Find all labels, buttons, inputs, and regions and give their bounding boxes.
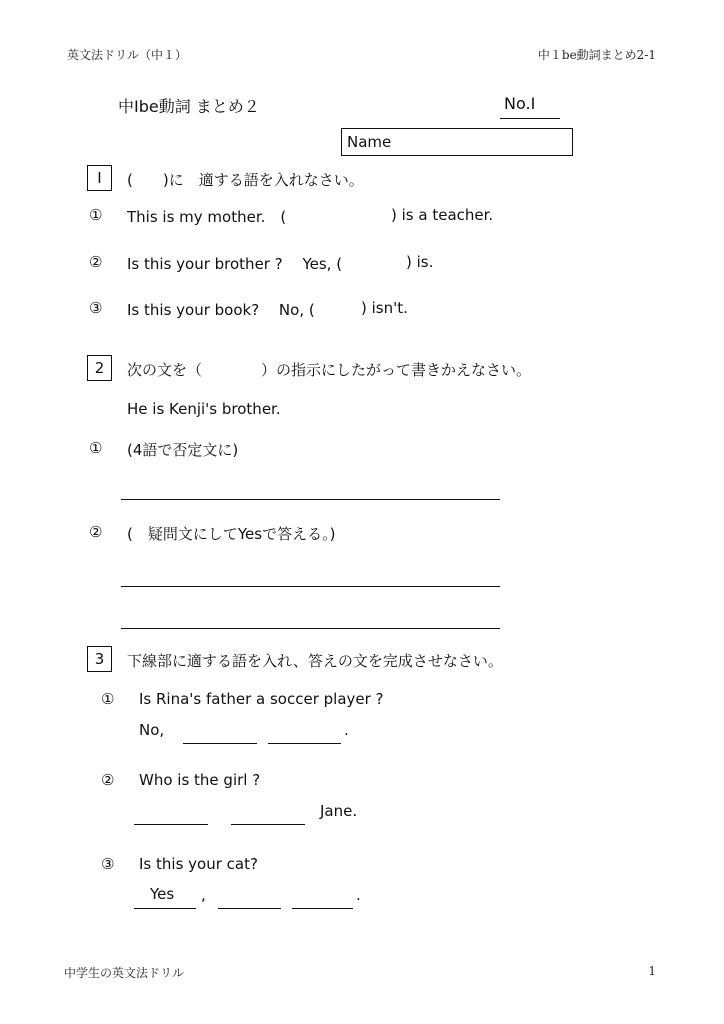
blank-3-1a[interactable] — [183, 743, 257, 744]
header-right: 中１be動詞まとめ2-1 — [537, 48, 656, 62]
s3-item-1-question: Is Rina's father a soccer player ? — [139, 690, 384, 708]
s3-item-3-end: . — [356, 886, 361, 904]
s3-item-3-filled-answer: Yes — [150, 885, 175, 903]
s1-item-2-text-a: Is this your brother ? Yes, ( — [127, 255, 343, 273]
s3-item-3-comma: , — [201, 886, 206, 904]
s3-item-2-mark: ② — [101, 771, 115, 789]
section-2-instruction-a: 次の文を（ — [127, 361, 203, 379]
s2-item-2-mark: ② — [89, 523, 103, 541]
section-3-instruction: 下線部に適する語を入れ、答えの文を完成させなさい。 — [127, 652, 503, 670]
number-underline — [500, 118, 560, 119]
blank-3-3a[interactable] — [134, 908, 196, 909]
s1-item-2-text-b: ) is. — [406, 253, 434, 271]
s1-item-2-mark: ② — [89, 253, 103, 271]
blank-3-3b[interactable] — [218, 908, 281, 909]
s1-item-1-mark: ① — [89, 206, 103, 224]
section-1-number: Ⅰ — [87, 165, 112, 191]
s3-item-1-prefix: No, — [139, 721, 165, 739]
blank-3-2a[interactable] — [134, 824, 208, 825]
answer-line-2-2b[interactable] — [121, 628, 500, 629]
s1-item-3-text-b: ) isn't. — [361, 299, 408, 317]
worksheet-number: No.Ⅰ — [504, 94, 536, 113]
s3-item-1-end: . — [344, 721, 349, 739]
s3-item-3-question: Is this your cat? — [139, 855, 258, 873]
worksheet-title: 中Ⅰbe動詞 まとめ２ — [118, 97, 260, 116]
s3-item-2-question: Who is the girl ? — [139, 771, 261, 789]
section-3-number: 3 — [87, 646, 112, 672]
s2-item-2-text: ( 疑問文にしてYesで答える。) — [127, 525, 336, 543]
answer-line-2-2a[interactable] — [121, 586, 500, 587]
section-2-number: 2 — [87, 355, 112, 381]
page-number: 1 — [648, 964, 656, 978]
blank-3-1b[interactable] — [268, 743, 341, 744]
s3-item-1-mark: ① — [101, 690, 115, 708]
blank-3-2b[interactable] — [231, 824, 305, 825]
section-2-sentence: He is Kenji's brother. — [127, 400, 281, 418]
s3-item-2-end: Jane. — [320, 802, 358, 820]
s1-item-1-text-b: ) is a teacher. — [391, 206, 494, 224]
s1-item-3-text-a: Is this your book? No, ( — [127, 301, 315, 319]
footer-left: 中学生の英文法ドリル — [64, 966, 185, 980]
name-label: Name — [347, 133, 392, 151]
blank-3-3c[interactable] — [292, 908, 353, 909]
s3-item-3-mark: ③ — [101, 855, 115, 873]
s1-item-1-text-a: This is my mother. ( — [127, 208, 287, 226]
section-1-instruction: ( )に 適する語を入れなさい。 — [127, 171, 364, 189]
answer-line-2-1[interactable] — [121, 499, 500, 500]
header-left: 英文法ドリル（中１） — [67, 48, 188, 62]
s1-item-3-mark: ③ — [89, 299, 103, 317]
s2-item-1-text: (4語で否定文に) — [127, 441, 239, 459]
s2-item-1-mark: ① — [89, 439, 103, 457]
name-field[interactable] — [341, 128, 573, 156]
section-2-instruction-b: ）の指示にしたがって書きかえなさい。 — [261, 361, 532, 379]
